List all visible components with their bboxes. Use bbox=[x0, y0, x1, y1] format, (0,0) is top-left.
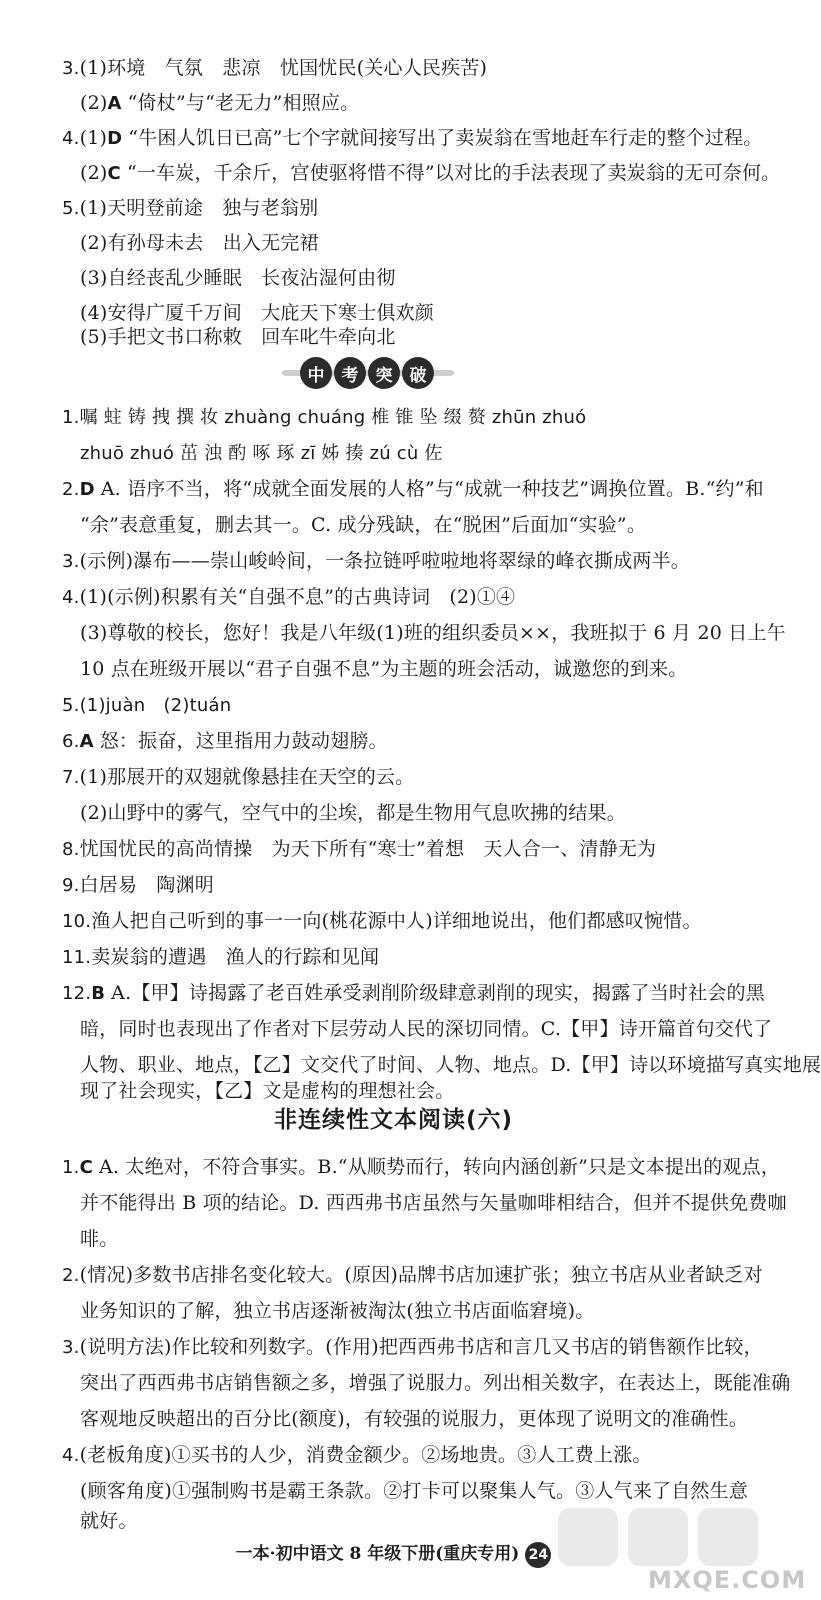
answer-4-line-1: 4.(1)D “牛困人饥日已高”七个字就间接写出了卖炭翁在雪地赶车行走的整个过程。 bbox=[62, 127, 763, 149]
zk-answer-2-line-2: “余”表意重复，删去其一。C. 成分残缺，在“脱困”后面加“实验”。 bbox=[80, 514, 647, 536]
zk-answer-6: 6.A 怒：振奋，这里指用力鼓动翅膀。 bbox=[62, 730, 388, 752]
zk-answer-4-line-2: (3)尊敬的校长，您好！我是八年级(1)班的组织委员××，我班拟于 6 月 20 日上午 bbox=[80, 622, 786, 644]
fl-answer-3-line-3: 客观地反映超出的百分比(额度)，有较强的说服力，更体现了说明文的准确性。 bbox=[80, 1408, 749, 1430]
zk-answer-10: 10.渔人把自己听到的事一一向(桃花源中人)详细地说出，他们都感叹惋惜。 bbox=[62, 910, 702, 932]
fl-answer-3-line-1: 3.(说明方法)作比较和列数字。(作用)把西西弗书店和言几又书店的销售额作比较， bbox=[62, 1336, 763, 1358]
zk-answer-7-line-1: 7.(1)那展开的双翅就像悬挂在天空的云。 bbox=[62, 766, 415, 788]
footer-text: 一本·初中语文 8 年级下册(重庆专用) bbox=[235, 1544, 520, 1564]
fl-answer-1-line-1: 1.C A. 太绝对，不符合事实。B.“从顺势而行，转向内涵创新”只是文本提出的观点， bbox=[62, 1156, 781, 1178]
watermark-text: MXQE.COM bbox=[648, 1566, 807, 1594]
fl-answer-2-line-2: 业务知识的了解，独立书店逐渐被淘汰(独立书店面临窘境)。 bbox=[80, 1300, 595, 1322]
zk-answer-2-line-1: 2.D A. 语序不当，将“成就全面发展的人格”与“成就一种技艺”调换位置。B.“约”和 bbox=[62, 478, 764, 500]
zk-answer-12-line-1: 12.B A.【甲】诗揭露了老百姓承受剥削阶级肆意剥削的现实，揭露了当时社会的黑 bbox=[62, 982, 765, 1004]
zk-answer-5: 5.(1)juàn (2)tuán bbox=[62, 695, 232, 716]
zk-answer-3: 3.(示例)瀑布——崇山峻岭间，一条拉链呼啦啦地将翠绿的峰衣撕成两半。 bbox=[62, 550, 691, 572]
section-title: 非连续性文本阅读(六) bbox=[273, 1107, 514, 1133]
answer-5-line-3: (3)自经丧乱少睡眠 长夜沾湿何由彻 bbox=[80, 267, 396, 289]
answer-5-line-1: 5.(1)天明登前途 独与老翁别 bbox=[62, 197, 319, 219]
answer-3-line-2: (2)A “倚杖”与“老无力”相照应。 bbox=[80, 92, 360, 114]
badge-char: 中 bbox=[300, 357, 332, 389]
fl-answer-1-line-3: 啡。 bbox=[80, 1228, 119, 1250]
zk-answer-1-line-1: 1.嘱 蛀 铸 拽 撰 妆 zhuàng chuáng 椎 锥 坠 缀 赘 zhūn zhuó bbox=[62, 407, 587, 428]
zk-answer-12-line-2: 暗，同时也表现出了作者对下层劳动人民的深切同情。C.【甲】诗开篇首句交代了 bbox=[80, 1018, 773, 1040]
badge-char: 破 bbox=[402, 357, 434, 389]
zk-answer-7-line-2: (2)山野中的雾气，空气中的尘埃，都是生物用气息吹拂的结果。 bbox=[80, 802, 626, 824]
fl-answer-4-line-1: 4.(老板角度)①买书的人少，消费金额少。②场地贵。③人工费上涨。 bbox=[62, 1444, 652, 1466]
badge-char: 考 bbox=[334, 357, 366, 389]
fl-answer-2-line-1: 2.(情况)多数书店排名变化较大。(原因)品牌书店加速扩张；独立书店从业者缺乏对 bbox=[62, 1264, 763, 1286]
answer-4-line-2: (2)C “一车炭，千余斤，宫使驱将惜不得”以对比的手法表现了卖炭翁的无可奈何。 bbox=[80, 162, 781, 184]
fl-answer-4-line-2: (顾客角度)①强制购书是霸王条款。②打卡可以聚集人气。③人气来了自然生意 bbox=[80, 1480, 749, 1502]
zk-answer-9: 9.白居易 陶渊明 bbox=[62, 874, 214, 896]
answer-5-line-2: (2)有孙母未去 出入无完裙 bbox=[80, 232, 319, 254]
badge-char: 突 bbox=[368, 357, 400, 389]
answer-5-line-4: (4)安得广厦千万间 大庇天下寒士俱欢颜 bbox=[80, 302, 434, 324]
answer-5-line-5: (5)手把文书口称敕 回车叱牛牵向北 bbox=[80, 326, 396, 348]
zk-answer-11: 11.卖炭翁的遭遇 渔人的行踪和见闻 bbox=[62, 946, 380, 968]
section-badge bbox=[300, 354, 436, 392]
zk-answer-12-line-3: 人物、职业、地点，【乙】文交代了时间、人物、地点。D.【甲】诗以环境描写真实地展 bbox=[80, 1054, 821, 1076]
zk-answer-12-line-4: 现了社会现实，【乙】文是虚构的理想社会。 bbox=[80, 1080, 455, 1102]
page-number: 24 bbox=[525, 1542, 551, 1568]
zk-answer-4-line-1: 4.(1)(示例)积累有关“自强不息”的古典诗词 (2)①④ bbox=[62, 586, 516, 608]
zk-answer-1-line-2: zhuō zhuó 茁 浊 酌 啄 琢 zī 姊 揍 zú cù 佐 bbox=[80, 443, 443, 464]
fl-answer-3-line-2: 突出了西西弗书店销售额之多，增强了说服力。列出相关数字，在表达上，既能准确 bbox=[80, 1372, 791, 1394]
fl-answer-1-line-2: 并不能得出 B 项的结论。D. 西西弗书店虽然与矢量咖啡相结合，但并不提供免费咖 bbox=[80, 1192, 787, 1214]
fl-answer-4-line-3: 就好。 bbox=[80, 1510, 138, 1532]
zk-answer-8: 8.忧国忧民的高尚情操 为天下所有“寒士”着想 天人合一、清静无为 bbox=[62, 838, 657, 860]
zk-answer-4-line-3: 10 点在班级开展以“君子自强不息”为主题的班会活动，诚邀您的到来。 bbox=[80, 658, 688, 680]
answer-3-line-1: 3.(1)环境 气氛 悲凉 忧国忧民(关心人民疾苦) bbox=[62, 57, 488, 79]
